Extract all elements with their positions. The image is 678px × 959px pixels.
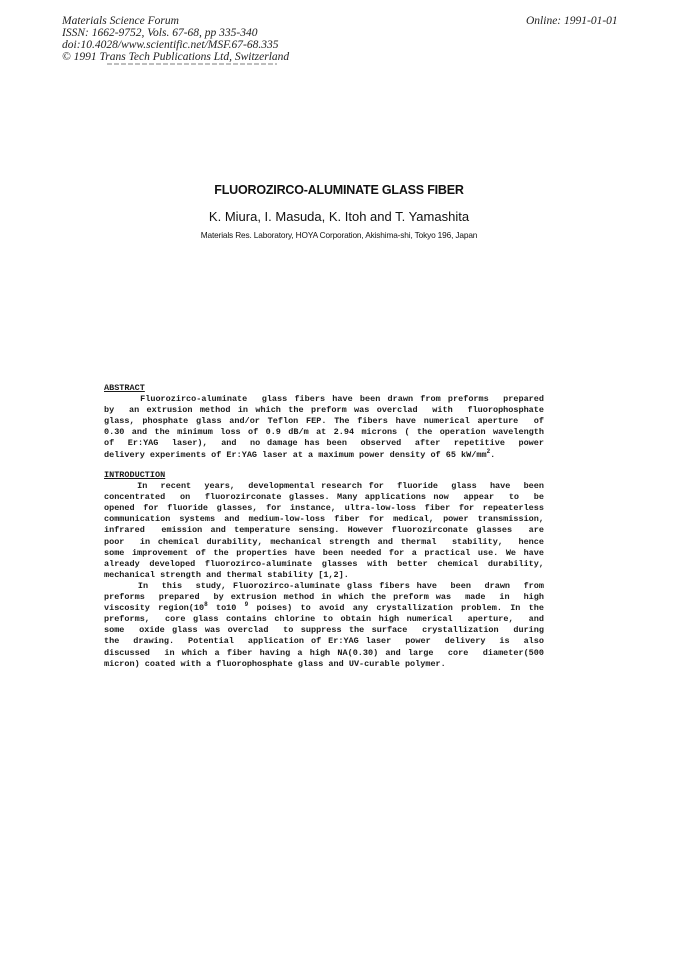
intro-line-viscosity [104,603,544,614]
superscript: 2 [486,447,491,455]
abstract-heading: ABSTRACT [104,383,145,393]
intro-line: some improvement of the properties have been needed for a practical use. We have [104,547,544,558]
journal-header [62,15,289,63]
abstract-line: glass, phosphate glass and/or Teflon FEP. The fibers have numerical aperture of [104,416,544,427]
introduction-heading: INTRODUCTION [104,470,166,480]
abstract-section [104,383,544,461]
paper-authors: K. Miura, I. Masuda, K. Itoh and T. Yamashita [208,209,470,224]
abstract-line: of Er:YAG laser), and no damage has been observed after repetitive power [104,438,544,449]
abstract-line-tail: . [490,449,496,460]
intro-line: already developed fluorozirco-aluminate glasses with better chemical durability, [104,558,544,569]
abstract-line: by an extrusion method in which the preform was overclad with fluorophosphate [104,405,544,416]
text: to10 [207,603,245,614]
abstract-line-text: delivery experiments of Er:YAG laser at a maximum power density of 65 kW/mm [104,449,487,460]
intro-line: opened for fluoride glasses, for instance, ultra-low-loss fiber for repeaterless [104,503,544,514]
text: poises) to avoid any crystallization problem. In the [248,603,544,614]
intro-line: discussed in which a fiber having a high NA(0.30) and large core diameter(500 [104,647,544,658]
intro-line: concentrated on fluorozirconate glasses. Many applications now appear to be [104,492,544,503]
intro-line: In recent years, developmental research for fluoride glass have been [104,481,544,492]
journal-name: Materials Science Forum [62,15,179,27]
paper-affiliation: Materials Res. Laboratory, HOYA Corporation, Akishima-shi, Tokyo 196, Japan [200,230,478,240]
intro-line: In this study, Fluorozirco-aluminate glass fibers have been drawn from [104,580,544,591]
superscript: 8 [204,601,208,609]
faint-scan-line [107,63,277,65]
intro-line: poor in chemical durability, mechanical strength and thermal stability, hence [104,536,544,547]
abstract-line [104,447,544,461]
introduction-section [104,470,544,670]
abstract-line: Fluorozirco-aluminate glass fibers have been drawn from preforms prepared [104,394,544,405]
intro-line: preforms, core glass contains chlorine to obtain high numerical aperture, and [104,614,544,625]
issn-line: ISSN: 1662-9752, Vols. 67-68, pp 335-340 [62,27,258,39]
intro-line: preforms prepared by extrusion method in which the preform was made in high [104,592,544,603]
superscript: 9 [244,601,249,609]
intro-line: the drawing. Potential application of Er:YAG laser power delivery is also [104,636,544,647]
copyright-line: © 1991 Trans Tech Publications Ltd, Switzerland [62,51,290,63]
text: viscosity region(10 [104,603,205,614]
intro-line: mechanical strength and thermal stability [1,2]. [104,569,349,580]
intro-line: communication systems and medium-low-loss fiber for medical, power transmission, [104,514,544,525]
intro-line: micron) coated with a fluorophosphate glass and UV-curable polymer. [104,658,446,669]
abstract-line: 0.30 and the minimum loss of 0.9 dB/m at 2.94 microns ( the operation wavelength [104,427,544,438]
paper-title: FLUOROZIRCO-ALUMINATE GLASS FIBER [214,183,464,197]
online-date: Online: 1991-01-01 [526,15,618,27]
intro-line: infrared emission and temperature sensing. However fluorozirconate glasses are [104,525,544,536]
intro-line: some oxide glass was overclad to suppress the surface crystallization during [104,625,544,636]
doi-line[interactable]: doi:10.4028/www.scientific.net/MSF.67-68.335 [62,39,279,51]
